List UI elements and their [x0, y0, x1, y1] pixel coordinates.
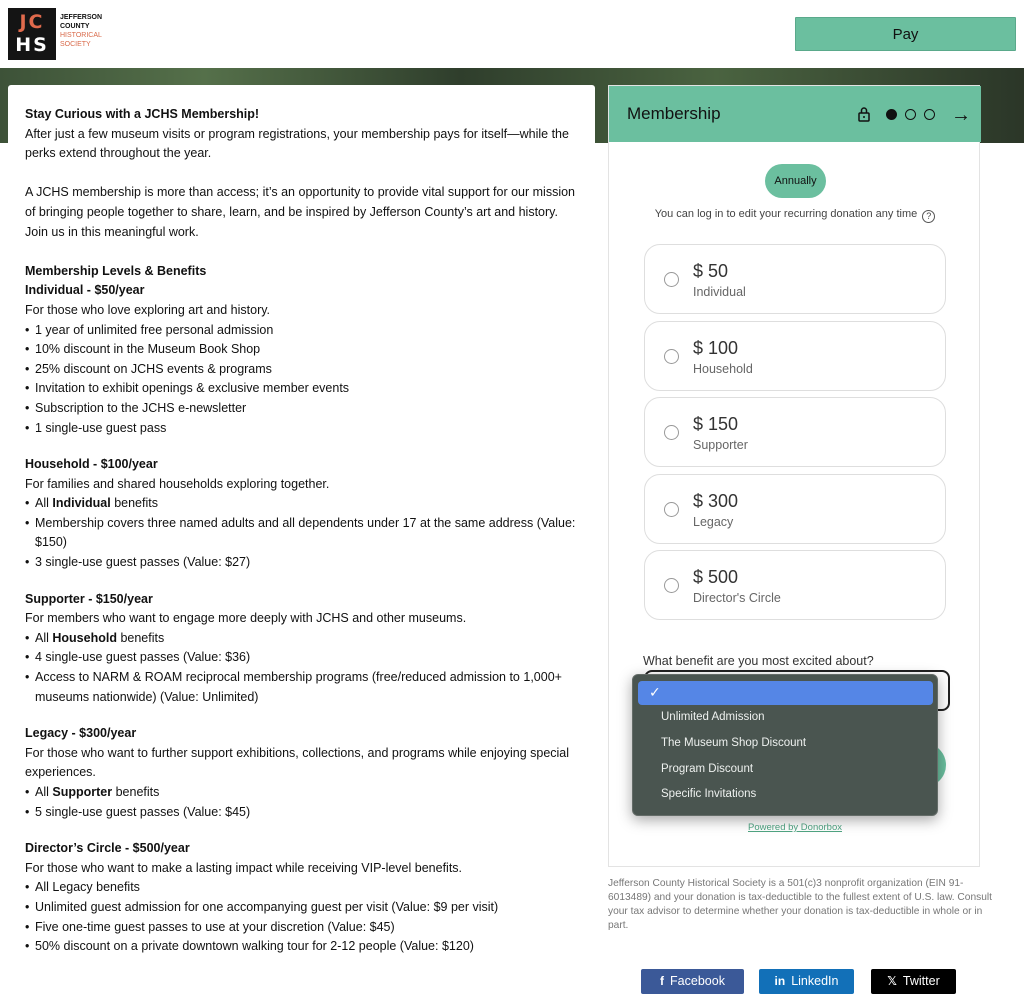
radio-button[interactable]	[664, 425, 679, 440]
twitter-label: Twitter	[902, 974, 940, 988]
text: All	[35, 785, 53, 799]
text: benefits	[110, 496, 158, 511]
question-circle-icon[interactable]: ?	[922, 210, 935, 223]
amount-label: $ 500	[693, 567, 739, 587]
directors-circle-desc: For those who want to make a lasting impact while receiving VIP-level benefits.	[25, 860, 463, 875]
x-twitter-icon: 𝕏	[887, 974, 897, 988]
lock-icon	[857, 106, 871, 122]
list-item	[25, 783, 579, 803]
text-bold: Supporter	[52, 785, 113, 799]
step-dot	[924, 109, 935, 120]
intro-paragraph-1: After just a few museum visits or program registrations, your membership pays for itself—while the perks extend throughout the year.	[25, 126, 569, 161]
step-dot	[905, 109, 916, 120]
frequency-annually-button[interactable]: Annually	[765, 164, 826, 198]
list-item	[25, 629, 579, 649]
list-item: • Unlimited guest admission for one accompanying guest per visit (Value: $9 per visit)	[25, 898, 579, 918]
benefit-question-label: What benefit are you most excited about?	[643, 654, 874, 668]
level-label: Director's Circle	[693, 591, 781, 605]
text: benefits	[112, 785, 160, 799]
list-item: • 10% discount in the Museum Book Shop	[25, 340, 579, 360]
intro-paragraph-2: A JCHS membership is more than access; it’s an opportunity to provide vital support for our mission of bringing people together to share, learn, and be inspired by Jefferson County’s art and history.	[25, 185, 576, 219]
dropdown-option[interactable]: The Museum Shop Discount	[661, 737, 807, 749]
list-item: • 50% discount on a private downtown walking tour for 2-12 people (Value: $120)	[25, 937, 579, 957]
dropdown-option[interactable]: Unlimited Admission	[661, 711, 765, 723]
list-item: • Five one-time guest passes to use at your discretion (Value: $45)	[25, 918, 579, 938]
amount-option-100[interactable]	[644, 321, 946, 391]
amount-label: $ 150	[693, 414, 739, 434]
logo-letters-bottom: HS	[15, 34, 49, 56]
individual-desc: For those who love exploring art and history.	[25, 302, 271, 317]
supporter-desc: For members who want to engage more deeply with JCHS and other museums.	[25, 611, 467, 626]
list-item: • Subscription to the JCHS e-newsletter	[25, 399, 579, 419]
amount-option-500[interactable]	[644, 550, 946, 620]
legacy-title: Legacy - $300/year	[25, 726, 137, 741]
radio-button[interactable]	[664, 502, 679, 517]
facebook-share-button[interactable]	[641, 969, 744, 994]
list-item: • Membership covers three named adults and all dependents under 17 at the same address (Value: $150)	[25, 514, 579, 553]
text: All	[35, 630, 53, 645]
supporter-benefits	[25, 629, 579, 707]
facebook-label: Facebook	[670, 974, 725, 988]
intro-paragraph-3: Join us in this meaningful work.	[25, 224, 199, 239]
linkedin-icon: in	[774, 974, 786, 988]
dropdown-option[interactable]: Specific Invitations	[661, 788, 757, 800]
level-label: Legacy	[693, 515, 734, 529]
list-item: • Access to NARM & ROAM reciprocal membership programs (free/reduced admission to 1,000+ museums nationwide) (Value: Unlimited)	[25, 668, 579, 707]
list-item: • All Legacy benefits	[25, 878, 579, 898]
dropdown-option[interactable]: Program Discount	[661, 763, 754, 775]
logo-line-jefferson: JEFFERSON	[60, 14, 103, 21]
linkedin-label: LinkedIn	[791, 974, 839, 988]
amount-option-300[interactable]	[644, 474, 946, 544]
list-item: • 4 single-use guest passes (Value: $36)	[25, 648, 579, 668]
household-title: Household - $100/year	[25, 457, 158, 472]
directors-circle-title: Director’s Circle - $500/year	[25, 841, 190, 856]
arrow-right-icon[interactable]: →	[951, 104, 971, 126]
legacy-desc: For those who want to further support exhibitions, collections, and programs while enjoying special experiences.	[25, 745, 570, 780]
list-item: • 1 single-use guest pass	[25, 419, 579, 439]
radio-button[interactable]	[664, 349, 679, 364]
amount-option-50[interactable]	[644, 244, 946, 314]
list-item: • Invitation to exhibit openings & exclusive member events	[25, 379, 579, 399]
list-item: • 25% discount on JCHS events & programs	[25, 360, 579, 380]
intro-heading: Stay Curious with a JCHS Membership!	[25, 107, 260, 121]
amount-label: $ 300	[693, 491, 739, 511]
list-item: • 3 single-use guest passes (Value: $27)	[25, 553, 579, 573]
logo-letters-top: JC	[19, 11, 45, 33]
supporter-title: Supporter - $150/year	[25, 591, 153, 606]
dropdown-selected-empty-option[interactable]	[638, 681, 933, 705]
level-label: Household	[693, 362, 753, 376]
logo-wordmark	[60, 13, 102, 49]
amount-option-150[interactable]	[644, 397, 946, 467]
text: benefits	[116, 630, 165, 645]
checkmark-icon: ✓	[649, 684, 661, 700]
individual-title: Individual - $50/year	[25, 283, 145, 298]
login-note-text: You can log in to edit your recurring donation any time	[654, 208, 918, 220]
linkedin-share-button[interactable]	[759, 969, 854, 994]
amount-label: $ 100	[693, 338, 739, 358]
level-label: Supporter	[693, 438, 748, 452]
list-item: • 1 year of unlimited free personal admission	[25, 321, 579, 341]
amount-label: $ 50	[693, 261, 729, 281]
household-benefits	[25, 494, 579, 572]
legacy-benefits	[25, 783, 579, 822]
text-bold: Household	[52, 630, 117, 645]
list-item: • 5 single-use guest passes (Value: $45)	[25, 803, 579, 823]
jchs-logo[interactable]	[8, 8, 56, 60]
benefit-dropdown-menu	[632, 674, 938, 816]
widget-header	[609, 86, 981, 142]
household-desc: For families and shared households exploring together.	[25, 476, 330, 491]
pay-button[interactable]: Pay	[795, 17, 1016, 51]
text-bold: Individual	[52, 496, 111, 511]
text: All	[35, 496, 53, 511]
level-label: Individual	[693, 285, 746, 299]
logo-line-county: COUNTY	[60, 23, 90, 30]
tax-disclaimer: Jefferson County Historical Society is a 501(c)3 nonprofit organization (EIN 91-6013489) and your donation is tax-deductible to the fullest extent of U.S. law. Consult your tax advisor to determine whether your donation is tax-deductible in whole or in part.	[608, 878, 992, 931]
logo-line-society: SOCIETY	[60, 41, 91, 48]
radio-button[interactable]	[664, 272, 679, 287]
twitter-share-button[interactable]	[871, 969, 956, 994]
individual-benefits	[25, 321, 579, 439]
recurring-login-note	[609, 208, 981, 223]
list-item	[25, 494, 579, 514]
radio-button[interactable]	[664, 578, 679, 593]
membership-description-panel	[8, 85, 595, 995]
levels-heading: Membership Levels & Benefits	[25, 263, 207, 278]
site-header	[0, 0, 1024, 68]
logo-line-historical: HISTORICAL	[60, 32, 102, 39]
powered-by-donorbox-link[interactable]: Powered by Donorbox	[748, 822, 842, 833]
widget-title: Membership	[627, 104, 721, 123]
facebook-icon: f	[660, 974, 665, 988]
directors-circle-benefits	[25, 878, 579, 956]
step-dot-active	[886, 109, 897, 120]
